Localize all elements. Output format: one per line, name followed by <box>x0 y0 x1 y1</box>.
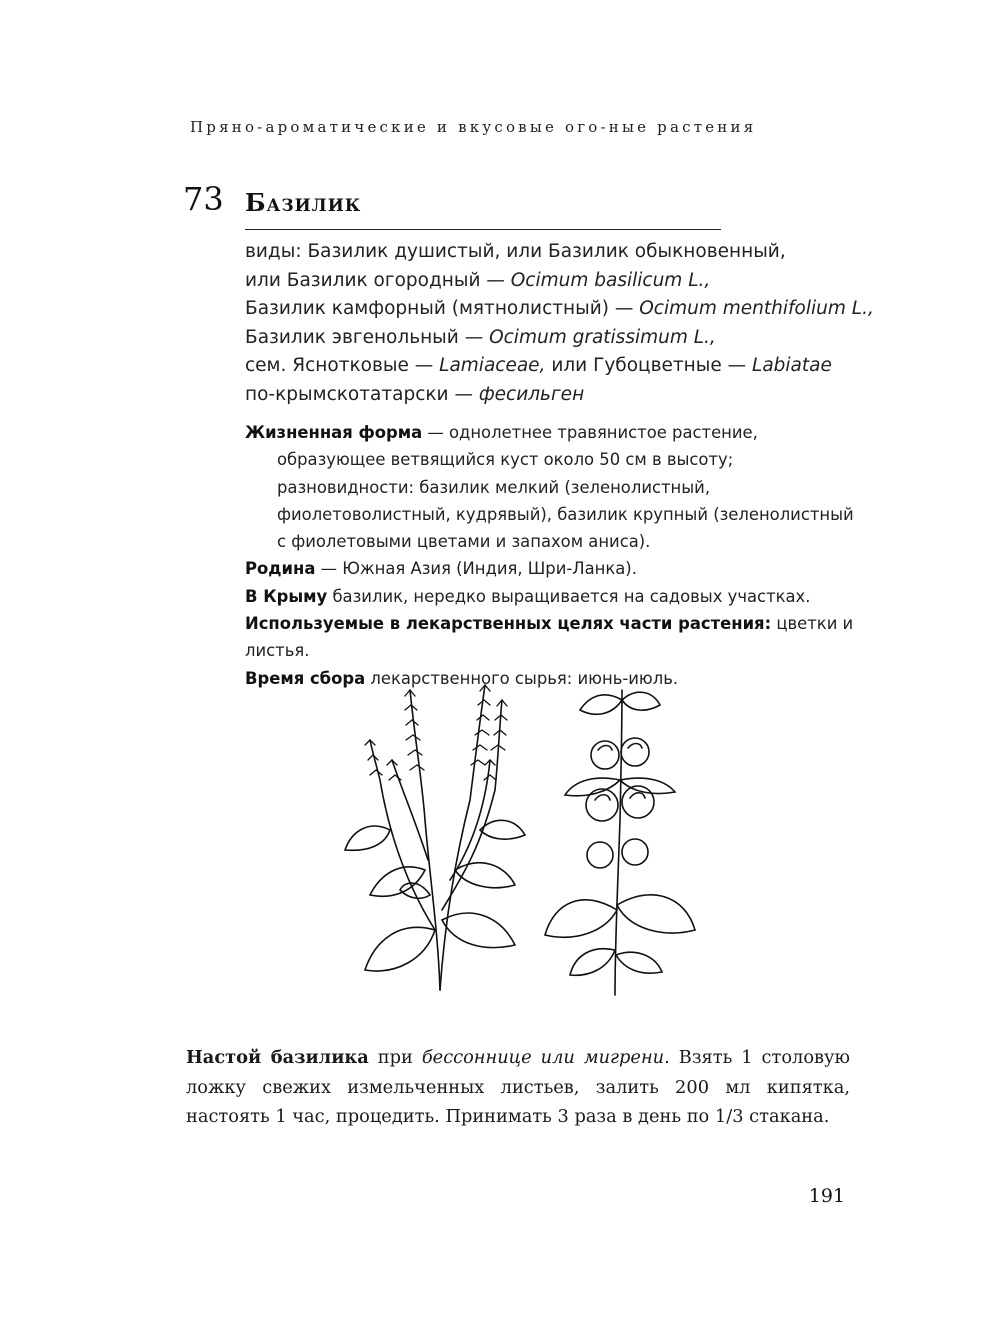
latin-name: Lamiaceae, <box>439 355 546 377</box>
fact-label: Родина <box>245 559 316 579</box>
species-list <box>245 238 885 410</box>
fact-text: цветки и листья. <box>245 614 854 661</box>
species-text: или Базилик огородный — <box>245 269 511 291</box>
fact-label: Используемые в лекарственных целях части растения: <box>245 614 772 634</box>
fact-label: В Крыму <box>245 586 328 606</box>
fact-text: — однолетнее травянистое растение, образующее ветвящийся куст около 50 см в высоту; разновидности: базилик мелкий (зеленолистный, фиолетоволистный, кудрявый), базилик крупный (зеленолистный с фиолетовыми цветами и запахом аниса). <box>277 423 854 552</box>
latin-name: Ocimum menthifolium L., <box>639 298 874 320</box>
latin-name: Ocimum gratissimum L., <box>489 326 716 348</box>
species-text: Базилик эвгенольный — <box>245 326 490 348</box>
species-line <box>245 352 885 381</box>
basil-sprig-drawing <box>545 690 695 995</box>
article-title: Базилик <box>245 188 362 217</box>
fact-homeland <box>245 555 865 582</box>
recipe-condition: или <box>540 1047 575 1068</box>
species-line <box>245 381 885 410</box>
title-rule <box>245 229 721 230</box>
page-number: 191 <box>808 1185 845 1207</box>
species-text: виды: Базилик душистый, или Базилик обыкновенный, <box>245 241 786 262</box>
latin-name: Labiatae <box>752 355 832 377</box>
fact-label: Время сбора <box>245 668 366 688</box>
fact-text: — Южная Азия (Индия, Шри-Ланка). <box>315 559 637 579</box>
recipe-paragraph <box>186 1043 850 1132</box>
recipe-title: Настой базилика <box>186 1047 369 1068</box>
recipe-condition: мигрени <box>583 1047 665 1068</box>
recipe-text: при <box>368 1047 422 1068</box>
recipe-text <box>532 1047 541 1068</box>
facts-block <box>245 419 865 692</box>
species-line <box>245 324 885 353</box>
species-text: по-крымскотатарски — <box>245 383 479 405</box>
species-text: сем. Яснотковые — <box>245 355 440 377</box>
local-name: фесильген <box>478 383 585 405</box>
species-line <box>245 267 885 296</box>
fact-parts <box>245 610 865 665</box>
running-head: Пряно-ароматические и вкусовые ого-ные растения <box>190 118 757 136</box>
basil-illustration <box>330 680 710 1000</box>
article-number: 73 <box>183 180 224 218</box>
species-line <box>245 295 885 324</box>
fact-text: лекарственного сырья: июнь-июль. <box>365 668 679 688</box>
species-line <box>245 238 885 267</box>
fact-text: базилик, нередко выращивается на садовых участках. <box>327 586 811 606</box>
fact-life-form <box>245 419 865 555</box>
species-text: или Губоцветные — <box>545 355 753 377</box>
basil-bush-drawing <box>345 685 525 990</box>
species-text: Базилик камфорный (мятнолистный) — <box>245 298 640 320</box>
latin-name: Ocimum basilicum L., <box>510 269 711 291</box>
recipe-text: . Взять 1 столовую ложку свежих измельченных листьев, залить 200 мл кипятка, настоять 1 час, процедить. Принимать 3 раза в день по 1/3 стакана. <box>186 1047 851 1127</box>
recipe-condition: бессоннице <box>421 1047 532 1068</box>
recipe-text <box>575 1047 584 1068</box>
fact-label: Жизненная форма <box>245 423 423 442</box>
fact-crimea <box>245 583 865 610</box>
